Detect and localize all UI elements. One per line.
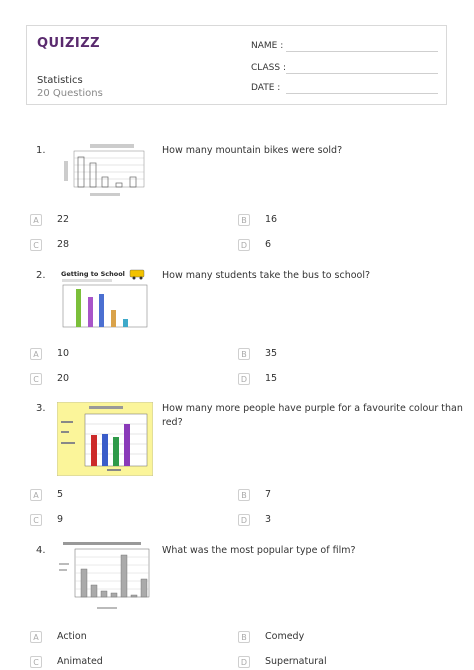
option-text[interactable]: Animated bbox=[57, 656, 103, 667]
option-letter-b[interactable]: B bbox=[238, 631, 250, 643]
worksheet-subtitle: 20 Questions bbox=[37, 88, 103, 99]
option-text[interactable]: 10 bbox=[57, 348, 70, 359]
quizizz-logo bbox=[37, 36, 100, 51]
option-letter-a[interactable]: A bbox=[30, 489, 42, 501]
option-letter-b[interactable]: B bbox=[238, 489, 250, 501]
option-text[interactable]: 16 bbox=[265, 214, 278, 225]
option-text[interactable]: 3 bbox=[265, 514, 272, 525]
question-number: 4. bbox=[36, 545, 46, 556]
bar-mark bbox=[113, 437, 119, 466]
question-number: 2. bbox=[36, 270, 46, 281]
option-letter-a[interactable]: A bbox=[30, 348, 42, 360]
worksheet-title: Statistics bbox=[37, 75, 83, 86]
bar-mark bbox=[88, 297, 93, 327]
date-label: DATE : bbox=[251, 83, 281, 93]
bar-mark bbox=[102, 434, 108, 466]
worksheet-header bbox=[26, 25, 447, 105]
question-text: What was the most popular type of film? bbox=[162, 545, 356, 556]
name-label: NAME : bbox=[251, 41, 284, 51]
option-text[interactable]: 7 bbox=[265, 489, 272, 500]
option-letter-d[interactable]: D bbox=[238, 373, 250, 385]
question-text: How many mountain bikes were sold? bbox=[162, 145, 343, 156]
question-text: How many more people have purple for a favourite colour than red? bbox=[162, 403, 463, 428]
option-text[interactable]: 28 bbox=[57, 239, 70, 250]
option-text[interactable]: 35 bbox=[265, 348, 278, 359]
logo-wordmark: QUIZIZZ bbox=[37, 36, 101, 51]
option-text[interactable]: 15 bbox=[265, 373, 278, 384]
option-text[interactable]: Comedy bbox=[265, 631, 305, 642]
thumb-title: Getting to School bbox=[61, 270, 125, 278]
question-2-bar-chart-image bbox=[60, 266, 150, 332]
option-text[interactable]: Supernatural bbox=[265, 656, 327, 667]
question-number: 1. bbox=[36, 145, 46, 156]
question-text: How many students take the bus to school? bbox=[162, 270, 371, 281]
option-letter-d[interactable]: D bbox=[238, 239, 250, 251]
option-text[interactable]: 5 bbox=[57, 489, 64, 500]
bar-mark bbox=[111, 310, 116, 327]
option-text[interactable]: Action bbox=[57, 631, 87, 642]
class-label: CLASS : bbox=[251, 63, 286, 73]
date-field[interactable] bbox=[251, 83, 280, 93]
option-letter-c[interactable]: C bbox=[30, 239, 42, 251]
bar-mark bbox=[91, 435, 97, 466]
question-3-bar-chart-image bbox=[57, 402, 153, 476]
option-letter-c[interactable]: C bbox=[30, 656, 42, 668]
question-4-bar-chart-image bbox=[57, 541, 153, 613]
option-letter-a[interactable]: A bbox=[30, 214, 42, 226]
bar-mark bbox=[124, 424, 130, 466]
date-line[interactable] bbox=[286, 93, 438, 94]
name-field[interactable] bbox=[251, 41, 283, 51]
option-letter-b[interactable]: B bbox=[238, 214, 250, 226]
option-text[interactable]: 22 bbox=[57, 214, 70, 225]
question-number: 3. bbox=[36, 403, 46, 414]
bar-mark bbox=[123, 319, 128, 327]
option-letter-a[interactable]: A bbox=[30, 631, 42, 643]
class-line[interactable] bbox=[286, 73, 438, 74]
option-letter-c[interactable]: C bbox=[30, 373, 42, 385]
name-line[interactable] bbox=[286, 51, 438, 52]
option-letter-c[interactable]: C bbox=[30, 514, 42, 526]
option-text[interactable]: 9 bbox=[57, 514, 64, 525]
option-letter-d[interactable]: D bbox=[238, 656, 250, 668]
option-text[interactable]: 6 bbox=[265, 239, 272, 250]
bar-mark bbox=[76, 289, 81, 327]
class-field[interactable] bbox=[251, 63, 286, 73]
option-letter-d[interactable]: D bbox=[238, 514, 250, 526]
question-1-bar-chart-image bbox=[60, 143, 148, 198]
option-text[interactable]: 20 bbox=[57, 373, 70, 384]
bar-mark bbox=[99, 294, 104, 327]
option-letter-b[interactable]: B bbox=[238, 348, 250, 360]
